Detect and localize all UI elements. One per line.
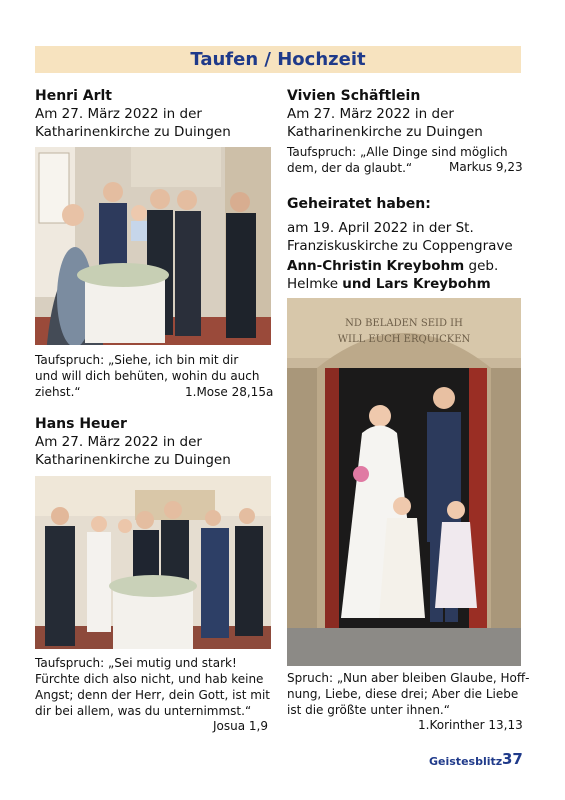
wedding-couple-line2 <box>287 275 491 293</box>
henri-bible-reference: 1.Mose 28,15a <box>185 385 274 399</box>
hans-date-line: Am 27. März 2022 in der <box>35 434 202 450</box>
wedding-heading: Geheiratet haben: <box>287 196 431 212</box>
wedding-date-line: am 19. April 2022 in der St. <box>287 220 474 236</box>
wedding-spruch-line1: Spruch: „Nun aber bleiben Glaube, Hoff- <box>287 671 530 685</box>
wedding-church-line: Franziskuskirche zu Coppengrave <box>287 238 513 254</box>
maiden-name: Helmke <box>287 276 343 292</box>
geb-text: geb. <box>464 258 499 274</box>
henri-spruch-line3: ziehst.“ <box>35 385 81 399</box>
henri-name: Henri Arlt <box>35 88 112 104</box>
hans-spruch-line3: Angst; denn der Herr, dein Gott, ist mit <box>35 688 270 702</box>
vivien-date-line: Am 27. März 2022 in der <box>287 106 454 122</box>
wedding-spruch-line3: ist die größte unter ihnen.“ <box>287 703 450 717</box>
vivien-spruch-line2: dem, der da glaubt.“ <box>287 161 413 175</box>
groom-name: und Lars Kreybohm <box>342 276 491 292</box>
vivien-church-line: Katharinenkirche zu Duingen <box>287 124 483 140</box>
inscription-line2: WILL EUCH ERQUICKEN <box>337 334 471 345</box>
henri-church-line: Katharinenkirche zu Duingen <box>35 124 231 140</box>
magazine-name: Geistesblitz <box>429 755 503 768</box>
hans-spruch-line2: Fürchte dich also nicht, und hab keine <box>35 672 264 686</box>
henri-spruch-line2: und will dich behüten, wohin du auch <box>35 369 260 383</box>
hans-name: Hans Heuer <box>35 416 127 432</box>
hans-spruch-line4: dir bei allem, was du unternimmst.“ <box>35 704 252 718</box>
vivien-name: Vivien Schäftlein <box>287 88 421 104</box>
henri-baptism-photo <box>35 147 271 345</box>
henri-date-line: Am 27. März 2022 in der <box>35 106 202 122</box>
page-number: 37 <box>502 750 523 768</box>
vivien-bible-reference: Markus 9,23 <box>449 160 523 174</box>
wedding-photo <box>287 298 521 666</box>
hans-baptism-photo <box>35 476 271 649</box>
wedding-bible-reference: 1.Korinther 13,13 <box>418 718 523 732</box>
henri-spruch-line1: Taufspruch: „Siehe, ich bin mit dir <box>35 353 239 367</box>
vivien-spruch-line1: Taufspruch: „Alle Dinge sind möglich <box>287 145 508 159</box>
hans-church-line: Katharinenkirche zu Duingen <box>35 452 231 468</box>
hans-spruch-line1: Taufspruch: „Sei mutig und stark! <box>35 656 237 670</box>
hans-bible-reference: Josua 1,9 <box>213 719 268 733</box>
wedding-couple-line1 <box>287 257 498 275</box>
bride-name: Ann-Christin Kreybohm <box>287 258 465 274</box>
inscription-line1: ND BELADEN SEID IH <box>345 318 463 329</box>
section-title: Taufen / Hochzeit <box>190 49 366 70</box>
section-banner <box>35 46 521 73</box>
wedding-spruch-line2: nung, Liebe, diese drei; Aber die Liebe <box>287 687 519 701</box>
